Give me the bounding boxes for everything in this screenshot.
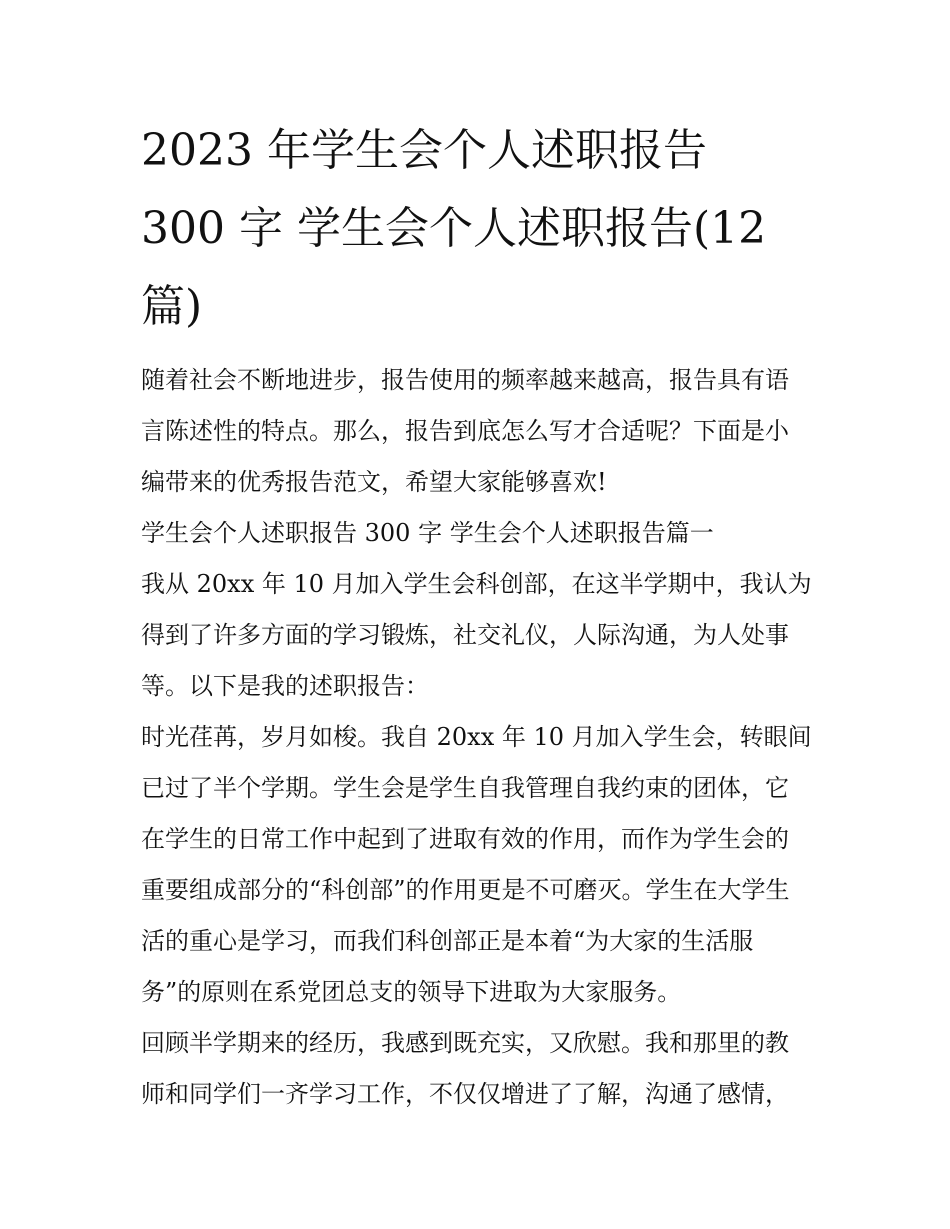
- text-line: 随着社会不断地进步，报告使用的频率越来越高，报告具有语: [141, 366, 789, 394]
- text-line: 重要组成部分的“科创部”的作用更是不可磨灭。学生在大学生: [141, 876, 790, 904]
- text-line: 回顾半学期来的经历，我感到既充实，又欣慰。我和那里的教: [141, 1029, 789, 1057]
- text-line: 编带来的优秀报告范文，希望大家能够喜欢!: [141, 468, 607, 496]
- document-title: [141, 112, 813, 346]
- text-line: 时光荏苒，岁月如梭。我自 20xx 年 10 月加入学生会，转眼间: [141, 723, 812, 751]
- text-line: 我从 20xx 年 10 月加入学生会科创部，在这半学期中，我认为: [141, 570, 812, 598]
- title-line: 300 字 学生会个人述职报告(12: [141, 203, 767, 254]
- title-line: 2023 年学生会个人述职报告: [141, 125, 707, 176]
- text-line: 言陈述性的特点。那么，报告到底怎么写才合适呢？下面是小: [141, 417, 789, 445]
- text-line: 已过了半个学期。学生会是学生自我管理自我约束的团体，它: [141, 774, 789, 802]
- text-line: 在学生的日常工作中起到了进取有效的作用，而作为学生会的: [141, 825, 789, 853]
- title-line: 篇): [141, 281, 203, 332]
- body-paragraph: [141, 1018, 813, 1120]
- section-heading: [141, 508, 813, 559]
- text-line: 务”的原则在系党团总支的领导下进取为大家服务。: [141, 978, 682, 1006]
- text-line: 学生会个人述职报告 300 字 学生会个人述职报告篇一: [141, 519, 714, 547]
- body-paragraph: [141, 559, 813, 712]
- document-body: [141, 355, 813, 1120]
- intro-paragraph: [141, 355, 813, 508]
- text-line: 得到了许多方面的学习锻炼，社交礼仪，人际沟通，为人处事: [141, 621, 789, 649]
- text-line: 师和同学们一齐学习工作，不仅仅增进了了解，沟通了感情，: [141, 1080, 789, 1108]
- text-line: 活的重心是学习，而我们科创部正是本着“为大家的生活服: [141, 927, 754, 955]
- document-content: [141, 112, 813, 1120]
- text-line: 等。以下是我的述职报告：: [141, 672, 429, 700]
- body-paragraph: [141, 712, 813, 1018]
